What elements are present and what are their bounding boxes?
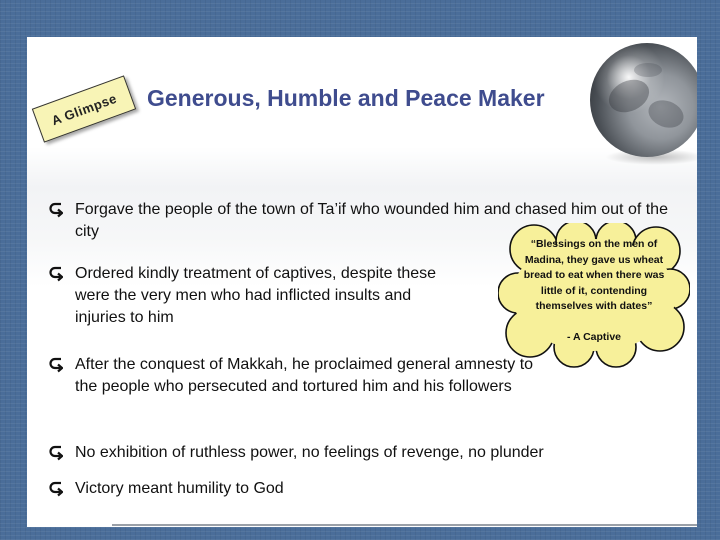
curved-arrow-icon	[49, 202, 63, 218]
curved-arrow-icon	[49, 266, 63, 282]
bullet-text: After the conquest of Makkah, he proclaimed general amnesty to the people who persecuted and tortured him and his followers	[75, 356, 534, 395]
curved-arrow-icon	[49, 445, 63, 461]
curved-arrow-icon	[49, 481, 63, 497]
bullet-text: Ordered kindly treatment of captives, despite these were the very men who had inflicted insults and injuries to him	[75, 265, 437, 326]
bullet-text: Victory meant humility to God	[75, 480, 284, 497]
quote-text: “Blessings on the men of Madina, they gave us wheat bread to eat when there was little of it, contending themselves with dates”	[523, 238, 665, 312]
bullet-text: Forgave the people of the town of Ta’if who wounded him and chased him out of the city	[75, 201, 668, 240]
list-item	[49, 442, 595, 464]
bullet-text: No exhibition of ruthless power, no feelings of revenge, no plunder	[75, 444, 544, 461]
quote-cloud	[498, 223, 690, 371]
slide-title: Generous, Humble and Peace Maker	[147, 85, 545, 111]
curved-arrow-icon	[49, 357, 63, 373]
list-item	[49, 478, 375, 500]
list-item	[49, 354, 551, 398]
list-item	[49, 263, 445, 329]
bottom-divider	[112, 524, 697, 526]
glimpse-tag-label: A Glimpse	[49, 90, 119, 128]
slide	[27, 37, 697, 527]
quote-author: - A Captive	[566, 331, 622, 343]
